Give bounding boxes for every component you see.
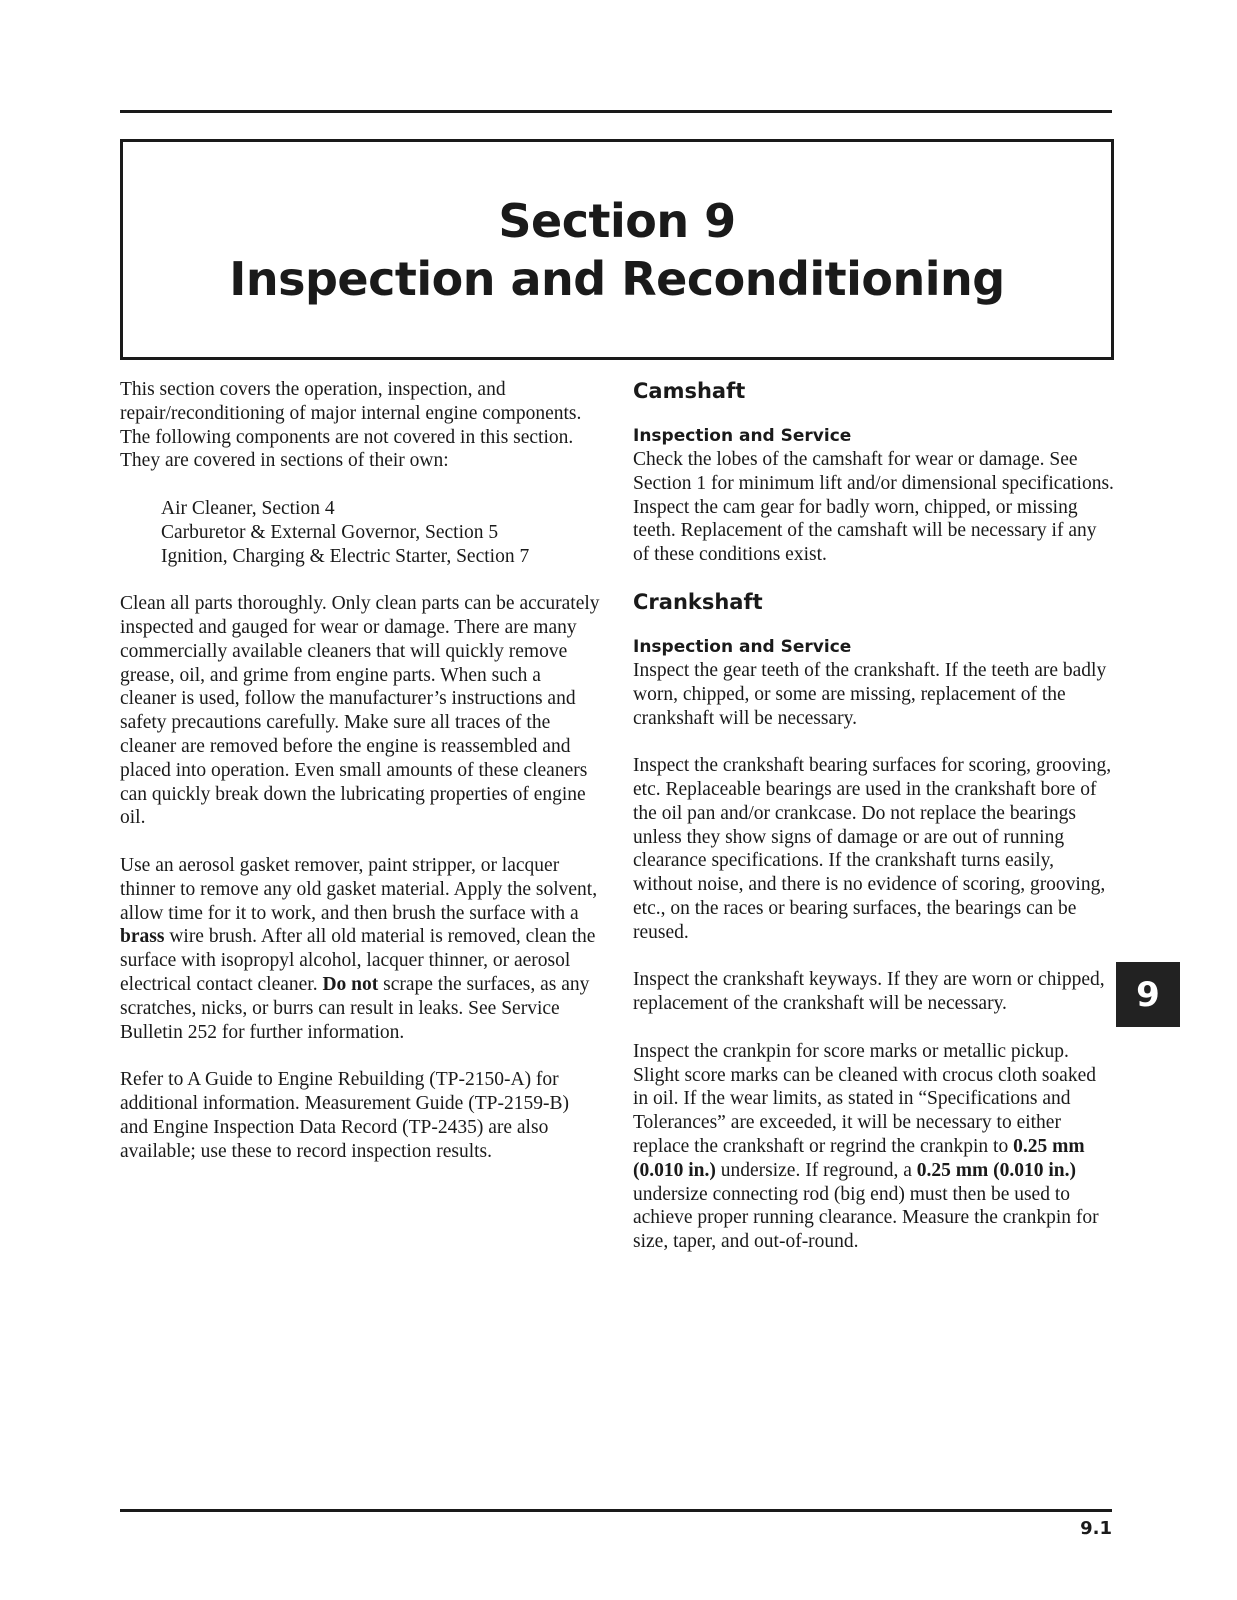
- list-item: Carburetor & External Governor, Section 5: [161, 521, 499, 543]
- gasket-paragraph: Use an aerosol gasket remover, paint stripper, or lacquer thinner to remove any old gasket material. Apply the solvent, allow time for it to work, and then brush the surface with a brass wire brush. After all old material is removed, clean the surface with isopropyl alcohol, lacquer thinner, or aerosol electrical contact cleaner. Do not scrape the surfaces, as any scratches, nicks, or burrs can result in leaks. See Service Bulletin 252 for further information.: [120, 854, 598, 1043]
- intro-paragraph: This section covers the operation, inspection, and repair/reconditioning of major internal engine components. The following components are not covered in this section. They are covered in sections of their own:: [120, 379, 582, 472]
- section-title-box: [120, 139, 1114, 360]
- page-number: 9.1: [1080, 1518, 1112, 1539]
- list-item: Ignition, Charging & Electric Starter, Section 7: [161, 545, 530, 567]
- bottom-rule: [120, 1509, 1112, 1512]
- section-title: Inspection and Reconditioning: [229, 251, 1005, 306]
- brass-emphasis: brass: [120, 926, 165, 948]
- reference-paragraph: Refer to A Guide to Engine Rebuilding (TP-2150-A) for additional information. Measurement Guide (TP-2159-B) and Engine Inspection Data Record (TP-2435) are also available; use these to record inspection results.: [120, 1069, 569, 1162]
- top-rule: [120, 110, 1112, 113]
- left-column: [120, 378, 600, 1163]
- gear-teeth-paragraph: Inspect the gear teeth of the crankshaft. If the teeth are badly worn, chipped, or some are missing, replacement of the crankshaft will be necessary.: [633, 659, 1107, 729]
- crankpin-paragraph: Inspect the crankpin for score marks or metallic pickup. Slight score marks can be cleaned with crocus cloth soaked in oil. If the wear limits, as stated in “Specifications and Tolerances” are exceeded, it will be necessary to either replace the crankshaft or regrind the crankpin to 0.25 mm (0.010 in.) undersize. If reground, a 0.25 mm (0.010 in.) undersize connecting rod (big end) must then be used to achieve proper running clearance. Measure the crankpin for size, taper, and out-of-round.: [633, 1040, 1099, 1253]
- list-item: Air Cleaner, Section 4: [161, 497, 335, 519]
- camshaft-heading: Camshaft: [633, 379, 746, 403]
- excluded-components-list: [120, 497, 600, 568]
- right-column: [633, 378, 1115, 1254]
- cleaning-paragraph: Clean all parts thoroughly. Only clean parts can be accurately inspected and gauged for wear or damage. There are many commercially available cleaners that will quickly remove grease, oil, and grime from engine parts. When such a cleaner is used, follow the manufacturer’s instructions and safety precautions carefully. Make sure all traces of the cleaner are removed before the engine is reassembled and placed into operation. Even small amounts of these cleaners can quickly break down the lubricating properties of engine oil.: [120, 593, 600, 829]
- undersize-value: 0.25 mm (0.010 in.): [633, 1135, 1085, 1181]
- camshaft-subheading: Inspection and Service: [633, 426, 852, 446]
- bearings-paragraph: Inspect the crankshaft bearing surfaces for scoring, grooving, etc. Replaceable bearings are used in the crankshaft bore of the oil pan and/or crankcase. Do not replace the bearings unless they show signs of damage or are out of running clearance specifications. If the crankshaft turns easily, without noise, and there is no evidence of scoring, grooving, etc., on the races or bearing surfaces, the bearings can be reused.: [633, 755, 1112, 943]
- do-not-emphasis: Do not: [322, 973, 379, 995]
- crankshaft-subheading: Inspection and Service: [633, 636, 852, 657]
- undersize-value: 0.25 mm (0.010 in.): [916, 1159, 1076, 1181]
- crankshaft-heading: Crankshaft: [633, 589, 763, 614]
- keyways-paragraph: Inspect the crankshaft keyways. If they are worn or chipped, replacement of the crankshaft will be necessary.: [633, 969, 1105, 1015]
- section-tab: 9: [1116, 962, 1180, 1027]
- section-number: Section 9: [498, 193, 736, 248]
- camshaft-paragraph: Check the lobes of the camshaft for wear or damage. See Section 1 for minimum lift and/or dimensional specifications. Inspect the cam gear for badly worn, chipped, or missing teeth. Replacement of the camshaft will be necessary if any of these conditions exist.: [633, 449, 1114, 566]
